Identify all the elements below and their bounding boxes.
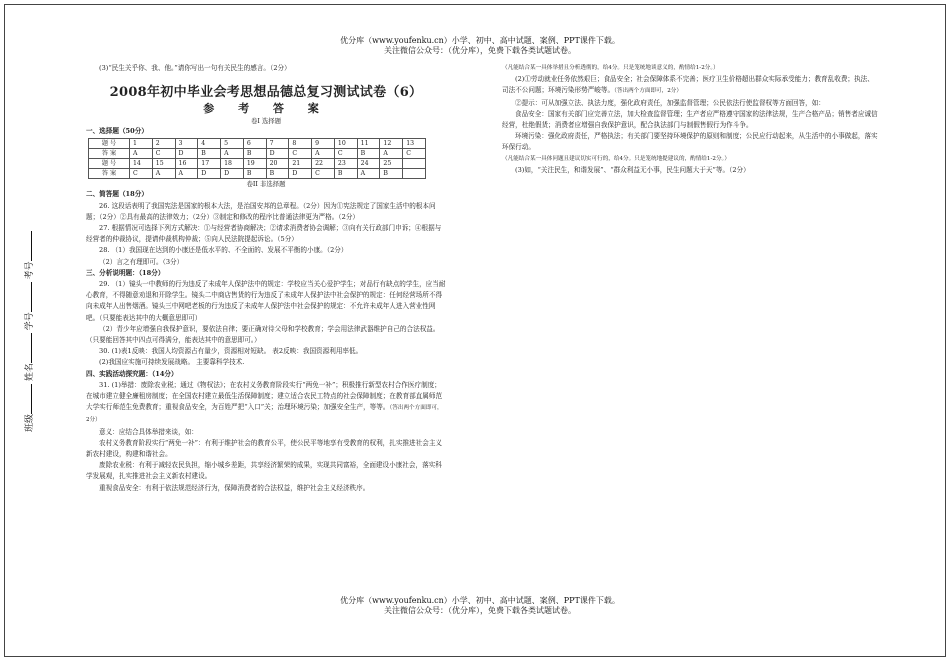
table-cell: B (198, 149, 221, 159)
table-cell: A (130, 149, 153, 159)
table-cell: C (130, 169, 153, 179)
section-choice: 一、选择题（50分） (86, 127, 148, 136)
meaning-2: 废除农业税：有利于减轻农民负担，缩小城乡差距，共享经济繁荣的成果，实现共同富裕，全面建设小康社会，落实科学发展观，扎实推进社会主义新农村建设。 (86, 461, 442, 481)
table-cell: 10 (334, 139, 357, 149)
answer-31-2-hint: ②提示：可从加强立法、执法力度，强化政府责任，加强监督管理；公民依法行使监督权等方面回答，如： (515, 98, 825, 107)
answer-29-2: （2）青少年应增强自我保护意识，要依法自律；要正确对待父母和学校教育；学会用法律武器维护自己的合法权益。（只要能回答其中四点可得满分，能表达其中的意思即可。） (86, 324, 440, 345)
table-cell: 21 (289, 159, 312, 169)
answer-31-text: 31. (1)举措：废除农业税；通过《物权法》；在农村义务教育阶段实行“两免一补”；积极推行新型农村合作医疗制度；在城市建立健全廉租房制度；在全国农村建立最低生活保障制度；建立适合农民工特点的社会保障制度；在教育部直属师范大学实行师范生免费教育；重视食品安全，为百姓严把“入口”关；治理环境污染；加强安全生产，等等。 (86, 380, 443, 412)
id-label: 学号 (25, 312, 35, 331)
right-column (502, 63, 878, 176)
table-cell (403, 159, 426, 169)
table-cell: 23 (334, 159, 357, 169)
table-cell: A (357, 169, 380, 179)
banner-line-2: 关注微信公众号：（优分库），免费下载各类试题试卷。 (384, 46, 576, 55)
table-cell: 16 (175, 159, 198, 169)
table-cell: 15 (152, 159, 175, 169)
banner-line-1: 优分库（www.youfenku.cn）小学、初中、高中试题、案例、PPT课件下载。 (340, 596, 620, 605)
left-column (86, 63, 446, 494)
answer-27: 27. 根据情况可选择下列方式解决：①与经营者协商解决；②请求消费者协会调解；③向有关行政部门申诉；④根据与经营者的仲裁协议，提请仲裁机构仲裁；⑤向人民法院提起诉讼。（5分） (86, 224, 442, 244)
top-banner (290, 36, 670, 56)
part-two-label: 卷II 非选择题 (246, 180, 286, 189)
table-cell: 18 (221, 159, 244, 169)
bottom-banner (290, 596, 670, 616)
table-cell: D (175, 149, 198, 159)
meaning-3: 重视食品安全：有利于依法规范经济行为，保障消费者的合法权益，维护社会主义经济秩序。 (99, 483, 370, 492)
answer-26: 26. 这段话表明了我国宪法是国家的根本大法，是治国安邦的总章程。（2分）因为①宪法规定了国家生活中的根本问题；（2分）②具有最高的法律效力；（2分）③制定和修改的程序比普通法律更为严格。（2分） (86, 201, 436, 221)
table-cell: B (243, 149, 266, 159)
banner-line-2: 关注微信公众号：（优分库），免费下载各类试题试卷。 (384, 606, 576, 615)
table-cell: C (334, 149, 357, 159)
answer-31-2-text: (2)①劳动就业任务依然艰巨；食品安全；社会保障体系不完善；医疗卫生价格超出群众实际承受能力；教育乱收费；执法、司法不公问题；环境污染形势严峻等。 (502, 75, 874, 95)
table-cell: 24 (357, 159, 380, 169)
answer-31-2-note: （答出两个方面即可，2分） (614, 88, 682, 95)
page-title: 2008年初中毕业会考思想品德总复习测试试卷（6） (109, 85, 423, 101)
table-cell: C (403, 149, 426, 159)
table-cell: D (198, 169, 221, 179)
table-cell: 14 (130, 159, 153, 169)
table-cell: 答 案 (89, 149, 130, 159)
table-cell: 12 (380, 139, 403, 149)
table-cell: B (266, 169, 289, 179)
class-label: 班级 (25, 413, 35, 432)
table-cell: 2 (152, 139, 175, 149)
table-cell: D (221, 169, 244, 179)
table-cell: C (152, 149, 175, 159)
food-safety-answer: 食品安全：国家有关部门应完善立法，加大检查监督管理；生产者应严格遵守国家的法律法规，生产合格产品；销售者应诚信经营，杜绝假货；消费者应增强自我保护意识，配合执法部门与制假售假行为作斗争。 (502, 109, 878, 130)
table-cell: 17 (198, 159, 221, 169)
table-cell: A (380, 149, 403, 159)
table-cell: 7 (266, 139, 289, 149)
answer-table (88, 138, 426, 179)
table-cell: 19 (243, 159, 266, 169)
answer-31-note: （答出两个方面即可，2分） (86, 405, 443, 424)
top-note: (3)“民生关乎你、我、他。”请你写出一句有关民生的感言。（2分） (99, 64, 291, 72)
table-cell: A (312, 149, 335, 159)
answer-31-3: (3)如，“关注民生，和谐发展”、“群众利益无小事，民生问题大于天”等。（2分） (515, 165, 750, 174)
answer-30-2: (2)我国应实施可持续发展战略。 主要靠科学技术. (99, 358, 245, 367)
student-info-side (22, 231, 35, 432)
table-cell: 1 (130, 139, 153, 149)
table-row (89, 139, 426, 149)
page-subtitle: 参 考 答 案 (203, 102, 329, 116)
banner-line-1: 优分库（www.youfenku.cn）小学、初中、高中试题、案例、PPT课件下载。 (340, 36, 620, 45)
table-cell: 8 (289, 139, 312, 149)
table-cell: 6 (243, 139, 266, 149)
table-cell: 题 号 (89, 159, 130, 169)
table-cell: 5 (221, 139, 244, 149)
table-cell: 25 (380, 159, 403, 169)
meaning-1: 农村义务教育阶段实行“两免一补”：有利于维护社会的教育公平，使公民平等地享有受教育的权利，扎实推进社会主义新农村建设，构建和谐社会。 (86, 438, 443, 459)
section-short-answer: 二、简答题（18分） (86, 190, 148, 199)
table-cell: 22 (312, 159, 335, 169)
table-cell: B (380, 169, 403, 179)
environment-answer: 环境污染：强化政府责任，严格执法；有关部门要坚持环境保护的原则和制度；公民应行动起来，从生活中的小事做起，落实环保行动。 (502, 132, 878, 152)
answer-30-1: 30. (1)表1反映：我国人均资源占有量少，资源相对短缺。 表2反映：我国资源利用率低。 (99, 347, 363, 356)
table-cell: B (243, 169, 266, 179)
table-cell: B (357, 149, 380, 159)
table-cell: A (152, 169, 175, 179)
answer-28-2: （2）言之有理即可。（3分） (99, 257, 184, 266)
table-cell: 13 (403, 139, 426, 149)
table-cell: 题 号 (89, 139, 130, 149)
table-cell: 9 (312, 139, 335, 149)
table-cell: D (266, 149, 289, 159)
table-cell: C (312, 169, 335, 179)
table-cell: D (289, 169, 312, 179)
exam-number-label: 考号 (25, 261, 35, 280)
name-label: 姓名 (25, 363, 35, 382)
meaning-intro: 意义：应结合具体举措来谈，如： (99, 427, 198, 436)
table-cell: B (334, 169, 357, 179)
table-cell: 11 (357, 139, 380, 149)
section-analysis: 三、分析说明题：（18分） (86, 268, 165, 277)
table-cell: 4 (198, 139, 221, 149)
grading-note-1: （凡能结合某一具体举措且分析透彻的，给4分。只是笼统地谈意义的，酌情给1-2分。） (502, 65, 719, 71)
grading-note-2: （凡能结合某一具体问题且建议切实可行的，给4分。只是笼统地提建议的，酌情给1-2分。） (502, 155, 730, 162)
table-cell: 答 案 (89, 169, 130, 179)
answer-29-1: 29. （1）镜头一中教师的行为违反了未成年人保护法中的规定：学校应当关心爱护学生；对品行有缺点的学生，应当耐心教育，不得随意劝退和开除学生。镜头二中商店售货的行为违反了未成年人保护法中社会保护的规定：任何经营场所不得向未成年人出售烟酒。镜头三中网吧老板的行为违反了未成年人保护法中社会保护的规定：不允许未成年人进入营业性网吧。（只要能表达其中的大概意思即可） (86, 280, 446, 322)
answer-31-2 (502, 74, 878, 97)
table-row (89, 159, 426, 169)
table-cell: C (289, 149, 312, 159)
table-cell: A (221, 149, 244, 159)
table-cell: 3 (175, 139, 198, 149)
part-one-label: 卷I 选择题 (250, 117, 282, 126)
answer-31-1 (86, 380, 446, 427)
section-practice: 四、实践活动探究题：（14分） (86, 369, 178, 378)
table-row (89, 169, 426, 179)
table-cell: 20 (266, 159, 289, 169)
answer-28-1: 28. （1）我国现在达到的小康还是低水平的、不全面的、发展不平衡的小康。（2分） (99, 246, 348, 255)
table-cell: A (175, 169, 198, 179)
table-row (89, 149, 426, 159)
table-cell (403, 169, 426, 179)
